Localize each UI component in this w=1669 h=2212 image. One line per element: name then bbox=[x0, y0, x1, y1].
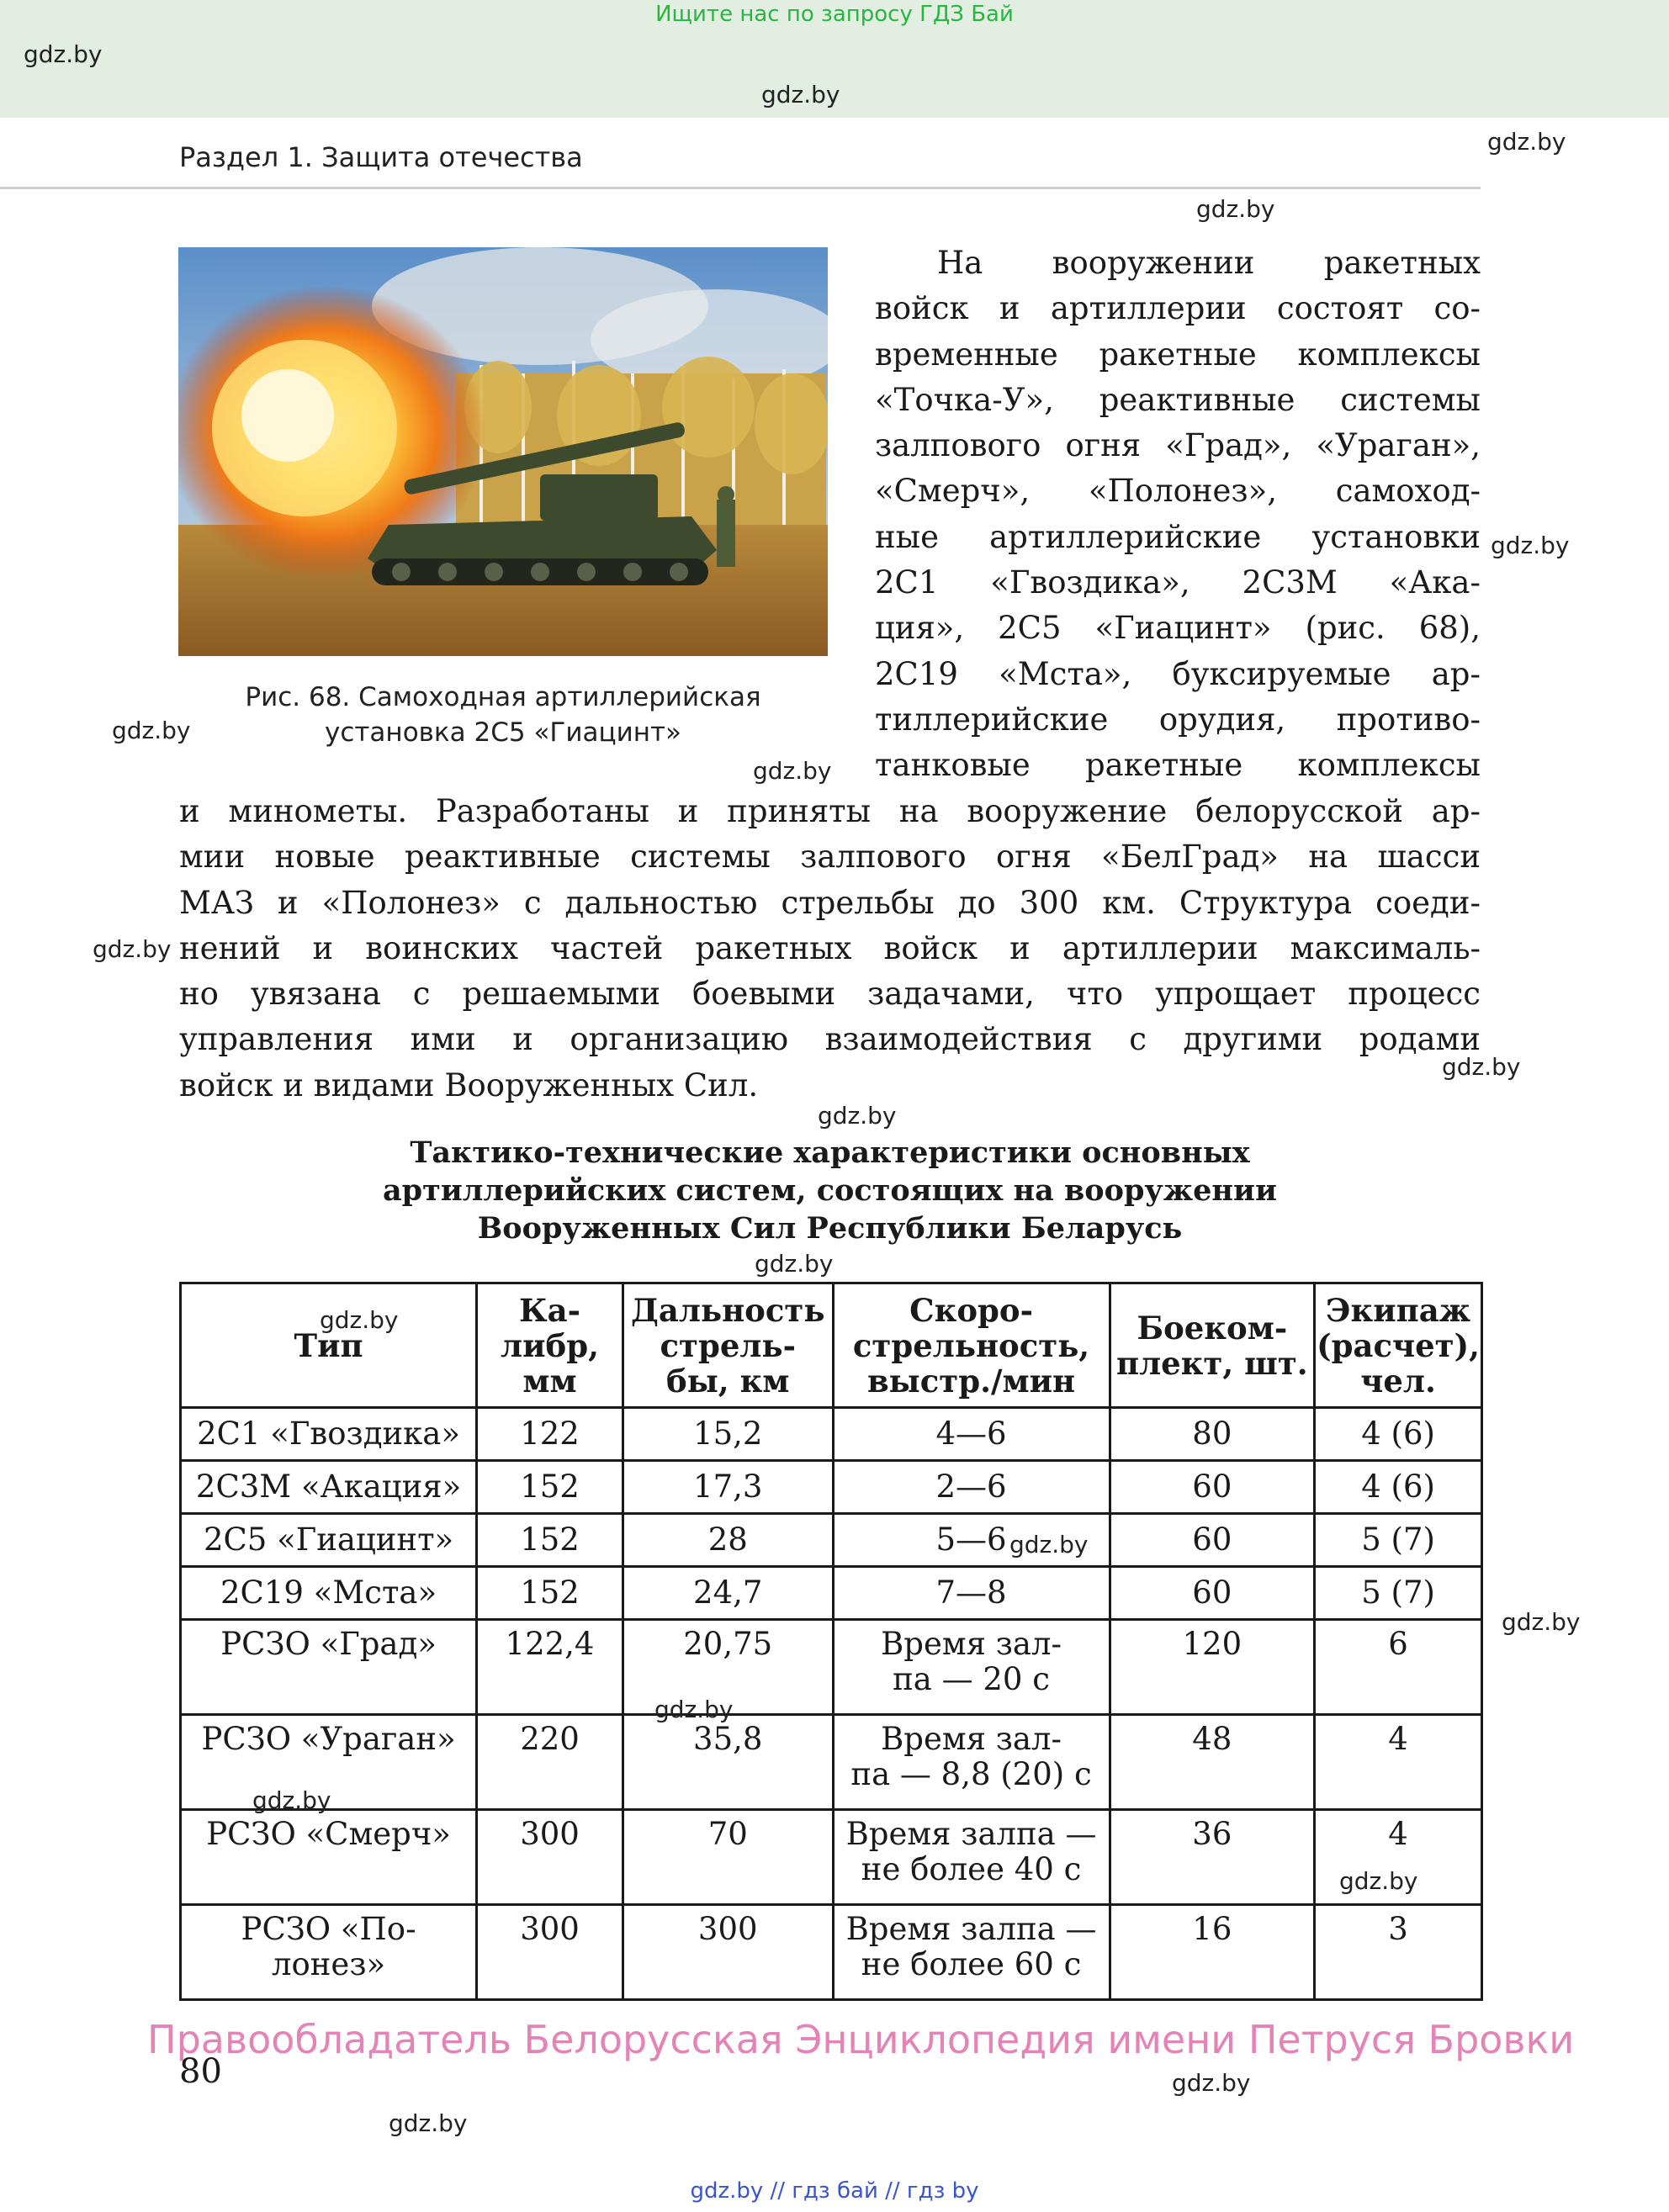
cell-line: 5 (7) bbox=[1361, 1574, 1435, 1611]
watermark: gdz.by bbox=[24, 40, 103, 68]
table-cell bbox=[623, 1514, 833, 1567]
table-cell bbox=[1110, 1461, 1315, 1514]
table-cell bbox=[833, 1715, 1110, 1810]
header-line: чел. bbox=[1360, 1362, 1436, 1400]
cell-line: 2—6 bbox=[935, 1468, 1007, 1505]
page-number: 80 bbox=[179, 2052, 222, 2091]
table-cell bbox=[1110, 1514, 1315, 1567]
cell-line: 6 bbox=[1388, 1626, 1408, 1662]
table-row bbox=[181, 1567, 1482, 1620]
paragraph-line: 2С1 «Гвоздика», 2С3М «Ака- bbox=[875, 564, 1481, 601]
table-cell bbox=[477, 1408, 623, 1461]
cell-line: РСЗО «По- bbox=[241, 1911, 416, 1947]
cell-line: 120 bbox=[1182, 1626, 1242, 1662]
table-cell bbox=[1110, 1905, 1315, 2000]
table-cell bbox=[623, 1905, 833, 2000]
table-row bbox=[181, 1905, 1482, 2000]
cell-line: 4 bbox=[1388, 1721, 1408, 1757]
cell-line: 16 bbox=[1192, 1911, 1232, 1947]
watermark: gdz.by bbox=[252, 1786, 331, 1814]
table-cell bbox=[477, 1514, 623, 1567]
paragraph-line: войск и артиллерии состоят со- bbox=[875, 290, 1481, 327]
caption-line: Рис. 68. Самоходная артиллерийская bbox=[245, 682, 761, 712]
watermark: gdz.by bbox=[112, 717, 191, 744]
header-line: Боеком- bbox=[1137, 1309, 1288, 1347]
cell-line: па — 8,8 (20) с bbox=[850, 1756, 1092, 1792]
column-header bbox=[1315, 1283, 1482, 1408]
column-header bbox=[833, 1283, 1110, 1408]
table-cell bbox=[181, 1567, 477, 1620]
table-cell bbox=[181, 1905, 477, 2000]
watermark: gdz.by bbox=[654, 1696, 734, 1723]
cell-line: РСЗО «Ураган» bbox=[201, 1721, 456, 1757]
cell-line: 152 bbox=[520, 1468, 580, 1505]
table-cell bbox=[477, 1461, 623, 1514]
section-header: Раздел 1. Защита отечества bbox=[179, 141, 583, 173]
watermark: gdz.by bbox=[1172, 2069, 1251, 2097]
table-row bbox=[181, 1715, 1482, 1810]
paragraph-line: На вооружении ракетных bbox=[875, 245, 1481, 281]
watermark: gdz.by bbox=[1502, 1608, 1581, 1636]
table-title bbox=[179, 1134, 1481, 1247]
table-cell bbox=[181, 1514, 477, 1567]
cell-line: 60 bbox=[1192, 1521, 1232, 1558]
table-row bbox=[181, 1620, 1482, 1715]
watermark: gdz.by bbox=[753, 757, 832, 785]
header-line: либр, bbox=[501, 1326, 599, 1364]
table-row bbox=[181, 1514, 1482, 1567]
table-cell bbox=[477, 1810, 623, 1905]
watermark: gdz.by bbox=[1491, 532, 1570, 559]
column-header bbox=[477, 1283, 623, 1408]
table-cell bbox=[833, 1408, 1110, 1461]
column-header bbox=[181, 1283, 477, 1408]
table-cell bbox=[477, 1715, 623, 1810]
table-cell bbox=[181, 1620, 477, 1715]
watermark: gdz.by bbox=[818, 1102, 897, 1130]
table-cell bbox=[1315, 1408, 1482, 1461]
table-cell bbox=[477, 1905, 623, 2000]
table-cell bbox=[1110, 1715, 1315, 1810]
table-cell bbox=[1315, 1905, 1482, 2000]
table-cell bbox=[833, 1461, 1110, 1514]
header-line: плект, шт. bbox=[1115, 1344, 1308, 1382]
paragraph-line: но увязана с решаемыми боевыми задачами, что упрощает процесс bbox=[179, 976, 1481, 1013]
cell-line: лонез» bbox=[271, 1946, 386, 1982]
cell-line: 152 bbox=[520, 1521, 580, 1558]
paragraph-line: ные артиллерийские установки bbox=[875, 518, 1481, 555]
figure-caption bbox=[178, 680, 828, 750]
cell-line: Время залпа — bbox=[845, 1911, 1097, 1947]
paragraph-line: временные ракетные комплексы bbox=[875, 336, 1481, 373]
watermark: gdz.by bbox=[93, 935, 172, 963]
column-header bbox=[1110, 1283, 1315, 1408]
cell-line: 300 bbox=[520, 1816, 580, 1852]
top-search-banner[interactable]: Ищите нас по запросу ГДЗ Бай bbox=[655, 2, 1014, 27]
table-cell bbox=[623, 1715, 833, 1810]
cell-line: 122 bbox=[520, 1415, 580, 1452]
cell-line: Время зал- bbox=[881, 1721, 1062, 1757]
table-cell bbox=[1315, 1461, 1482, 1514]
table-cell bbox=[623, 1810, 833, 1905]
cell-line: РСЗО «Смерч» bbox=[206, 1816, 451, 1852]
table-cell bbox=[623, 1408, 833, 1461]
watermark: gdz.by bbox=[1196, 195, 1275, 223]
paragraph-line: «Смерч», «Полонез», самоход- bbox=[875, 473, 1481, 510]
table-cell bbox=[181, 1408, 477, 1461]
table-cell bbox=[1110, 1620, 1315, 1715]
cell-line: 20,75 bbox=[683, 1626, 773, 1662]
cell-line: 2С3М «Акация» bbox=[195, 1468, 462, 1505]
cell-line: 60 bbox=[1192, 1468, 1232, 1505]
table-cell bbox=[477, 1620, 623, 1715]
cell-line: 80 bbox=[1192, 1415, 1232, 1452]
rights-notice: Правообладатель Белорусская Энциклопедия имени Петруся Бровки bbox=[147, 2017, 1575, 2062]
header-line: Дальность bbox=[631, 1291, 825, 1329]
cell-line: 5 (7) bbox=[1361, 1521, 1435, 1558]
paragraph-line: управления ими и организацию взаимодействия с другими родами bbox=[179, 1021, 1481, 1058]
table-cell bbox=[1110, 1810, 1315, 1905]
cell-line: 220 bbox=[520, 1721, 580, 1757]
header-line: мм bbox=[522, 1362, 577, 1400]
table-cell bbox=[1315, 1715, 1482, 1810]
watermark: gdz.by bbox=[1009, 1531, 1089, 1558]
header-line: бы, км bbox=[666, 1362, 790, 1400]
cell-line: 152 bbox=[520, 1574, 580, 1611]
cell-line: 122,4 bbox=[505, 1626, 595, 1662]
table-title-line: Вооруженных Сил Республики Беларусь bbox=[477, 1211, 1183, 1246]
table-cell bbox=[623, 1567, 833, 1620]
watermark: gdz.by bbox=[1442, 1053, 1521, 1081]
caption-line: установка 2С5 «Гиацинт» bbox=[324, 717, 682, 748]
cell-line: 4 (6) bbox=[1361, 1468, 1435, 1505]
cell-line: 60 bbox=[1192, 1574, 1232, 1611]
cell-line: па — 20 с bbox=[893, 1661, 1050, 1697]
cell-line: 4 bbox=[1388, 1816, 1408, 1852]
header-line: выстр./мин bbox=[866, 1362, 1076, 1400]
cell-line: Время зал- bbox=[881, 1626, 1062, 1662]
paragraph-line: мии новые реактивные системы залпового огня «БелГрад» на шасси bbox=[179, 839, 1481, 876]
cell-line: 300 bbox=[697, 1911, 758, 1947]
bottom-site-links[interactable]: gdz.by // гдз бай // гдз by bbox=[690, 2178, 979, 2204]
table-row bbox=[181, 1461, 1482, 1514]
watermark: gdz.by bbox=[761, 81, 840, 108]
cell-line: 28 bbox=[707, 1521, 748, 1558]
cell-line: 4 (6) bbox=[1361, 1415, 1435, 1452]
table-body bbox=[181, 1408, 1482, 2000]
cell-line: 7—8 bbox=[935, 1574, 1007, 1611]
cell-line: 2С1 «Гвоздика» bbox=[197, 1415, 460, 1452]
paragraph-line: ция», 2С5 «Гиацинт» (рис. 68), bbox=[875, 610, 1481, 647]
cell-line: 36 bbox=[1192, 1816, 1232, 1852]
table-cell bbox=[1110, 1567, 1315, 1620]
header-line: Экипаж bbox=[1326, 1291, 1471, 1329]
cell-line: 48 bbox=[1192, 1721, 1232, 1757]
header-divider bbox=[0, 187, 1481, 189]
paragraph-line: «Точка-У», реактивные системы bbox=[875, 381, 1481, 418]
cell-line: 3 bbox=[1388, 1911, 1408, 1947]
table-cell bbox=[181, 1461, 477, 1514]
cell-line: 2С19 «Мста» bbox=[220, 1574, 437, 1611]
cell-line: 4—6 bbox=[935, 1415, 1007, 1452]
header-line: стрель- bbox=[660, 1326, 796, 1364]
cell-line: не более 40 с bbox=[861, 1851, 1082, 1887]
table-title-line: Тактико-технические характеристики основных bbox=[410, 1135, 1250, 1170]
header-line: Тип bbox=[294, 1326, 363, 1364]
paragraph-beside-figure bbox=[875, 241, 1481, 789]
paragraph-line: тиллерийские орудия, противо- bbox=[875, 701, 1481, 738]
watermark: gdz.by bbox=[389, 2109, 468, 2137]
table-cell bbox=[1315, 1567, 1482, 1620]
paragraph-line: залпового огня «Град», «Ураган», bbox=[875, 427, 1481, 464]
table-cell bbox=[477, 1567, 623, 1620]
watermark: gdz.by bbox=[1339, 1867, 1418, 1895]
table-cell bbox=[1110, 1408, 1315, 1461]
table-cell bbox=[833, 1567, 1110, 1620]
table-cell bbox=[833, 1620, 1110, 1715]
paragraph-full-width bbox=[179, 789, 1481, 1109]
header-line: (расчет), bbox=[1317, 1326, 1480, 1364]
column-header bbox=[623, 1283, 833, 1408]
cell-line: 24,7 bbox=[693, 1574, 763, 1611]
paragraph-line: МАЗ и «Полонез» с дальностью стрельбы до 300 км. Структура соеди- bbox=[179, 884, 1481, 921]
cell-line: 15,2 bbox=[693, 1415, 763, 1452]
paragraph-line: и минометы. Разработаны и приняты на вооружение белорусской ар- bbox=[179, 793, 1481, 829]
table-cell bbox=[623, 1461, 833, 1514]
specs-table bbox=[179, 1282, 1483, 2001]
watermark: gdz.by bbox=[755, 1250, 834, 1278]
paragraph-line: танковые ракетные комплексы bbox=[875, 747, 1481, 784]
cell-line: 70 bbox=[707, 1816, 748, 1852]
cell-line: 17,3 bbox=[693, 1468, 763, 1505]
header-line: стрельность, bbox=[852, 1326, 1090, 1364]
cell-line: РСЗО «Град» bbox=[220, 1626, 437, 1662]
cell-line: 300 bbox=[520, 1911, 580, 1947]
table-header-row bbox=[181, 1283, 1482, 1408]
header-line: Ка- bbox=[519, 1291, 581, 1329]
paragraph-line: войск и видами Вооруженных Сил. bbox=[179, 1066, 759, 1103]
table-cell bbox=[181, 1810, 477, 1905]
table-title-line: артиллерийских систем, состоящих на вооружении bbox=[383, 1173, 1277, 1208]
paragraph-line: 2С19 «Мста», буксируемые ар- bbox=[875, 655, 1481, 692]
table-cell bbox=[1315, 1620, 1482, 1715]
artillery-photo bbox=[178, 247, 828, 656]
paragraph-line: нений и воинских частей ракетных войск и артиллерии максималь- bbox=[179, 929, 1481, 966]
table-cell bbox=[833, 1810, 1110, 1905]
cell-line: Время залпа — bbox=[845, 1816, 1097, 1852]
cell-line: 5—6 bbox=[935, 1521, 1007, 1558]
table-cell bbox=[833, 1905, 1110, 2000]
cell-line: 35,8 bbox=[693, 1721, 763, 1757]
cell-line: 2С5 «Гиацинт» bbox=[203, 1521, 454, 1558]
table-row bbox=[181, 1810, 1482, 1905]
table-row bbox=[181, 1408, 1482, 1461]
table-cell bbox=[1315, 1514, 1482, 1567]
watermark: gdz.by bbox=[320, 1306, 399, 1334]
header-line: Скоро- bbox=[909, 1291, 1033, 1329]
cell-line: не более 60 с bbox=[861, 1946, 1082, 1982]
watermark: gdz.by bbox=[1487, 128, 1566, 156]
